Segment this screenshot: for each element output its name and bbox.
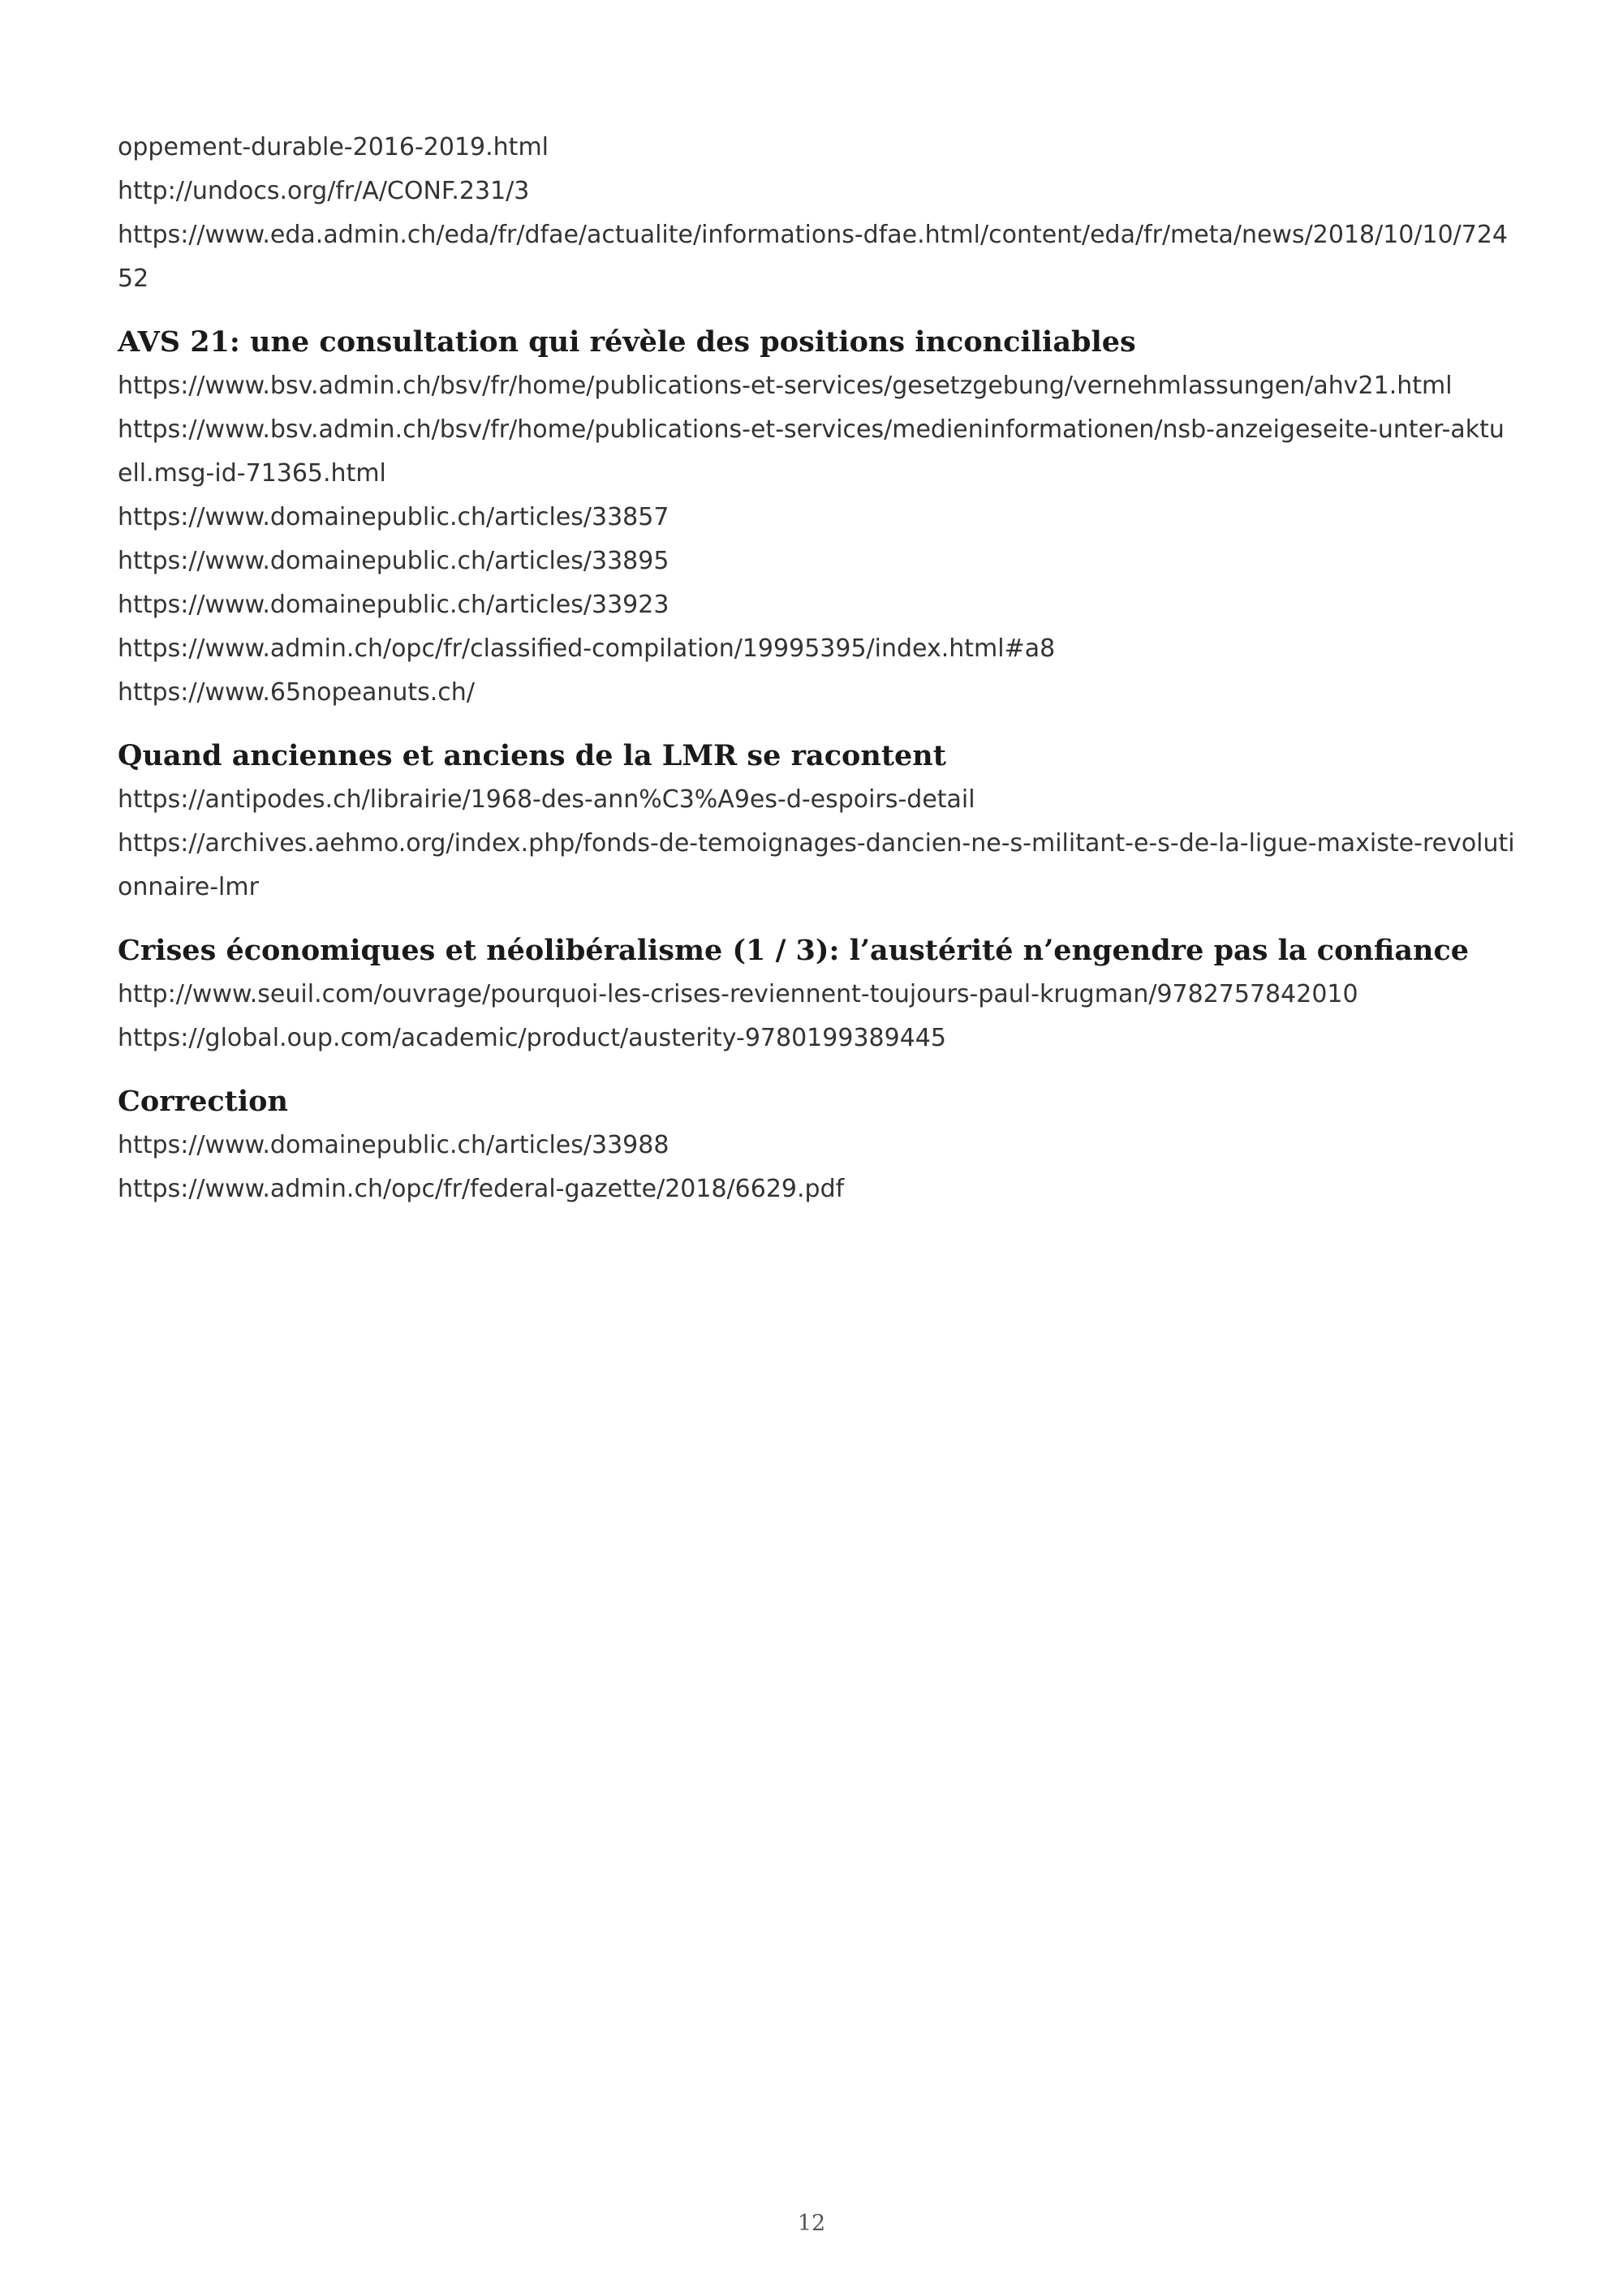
continued-links-block bbox=[118, 126, 1518, 301]
section-heading: Quand anciennes et anciens de la LMR se racontent bbox=[118, 739, 946, 772]
section-heading: Crises économiques et néolibéralisme (1 / 3): l’austérité n’engendre pas la confiance bbox=[118, 934, 1470, 967]
link-line[interactable]: https://www.eda.admin.ch/eda/fr/dfae/actualite/informations-dfae.html/content/eda/fr/meta/news/2018/10/10/72452 bbox=[118, 221, 1509, 293]
link-line[interactable]: https://www.bsv.admin.ch/bsv/fr/home/publications-et-services/gesetzgebung/vernehmlassungen/ahv21.html bbox=[118, 372, 1453, 400]
link-line[interactable]: https://www.domainepublic.ch/articles/33895 bbox=[118, 547, 669, 575]
link-line[interactable]: https://www.65nopeanuts.ch/ bbox=[118, 678, 475, 707]
link-line[interactable]: https://global.oup.com/academic/product/austerity-9780199389445 bbox=[118, 1024, 946, 1052]
section-correction bbox=[118, 1080, 1518, 1211]
page-content bbox=[118, 126, 1518, 1211]
section-crises bbox=[118, 929, 1518, 1060]
link-line[interactable]: https://antipodes.ch/librairie/1968-des-ann%C3%A9es-d-espoirs-detail bbox=[118, 785, 975, 814]
link-line[interactable]: https://www.domainepublic.ch/articles/33857 bbox=[118, 503, 669, 531]
link-line[interactable]: https://www.domainepublic.ch/articles/33923 bbox=[118, 591, 669, 619]
section-avs21 bbox=[118, 320, 1518, 715]
page-number: 12 bbox=[797, 2211, 826, 2236]
section-lmr bbox=[118, 734, 1518, 909]
link-line[interactable]: https://www.domainepublic.ch/articles/33988 bbox=[118, 1131, 669, 1159]
section-heading: AVS 21: une consultation qui révèle des positions inconciliables bbox=[118, 325, 1136, 359]
link-line[interactable]: https://www.admin.ch/opc/fr/classified-compilation/19995395/index.html#a8 bbox=[118, 634, 1056, 663]
link-line[interactable]: https://www.bsv.admin.ch/bsv/fr/home/publications-et-services/medieninformationen/nsb-anzeigeseite-unter-aktuell.msg-id-71365.html bbox=[118, 415, 1505, 488]
link-line[interactable]: http://undocs.org/fr/A/CONF.231/3 bbox=[118, 177, 530, 205]
link-line[interactable]: https://www.admin.ch/opc/fr/federal-gazette/2018/6629.pdf bbox=[118, 1175, 845, 1203]
link-line[interactable]: http://www.seuil.com/ouvrage/pourquoi-les-crises-reviennent-toujours-paul-krugman/9782757842010 bbox=[118, 980, 1358, 1008]
link-line[interactable]: oppement-durable-2016-2019.html bbox=[118, 133, 549, 161]
link-line[interactable]: https://archives.aehmo.org/index.php/fonds-de-temoignages-dancien-ne-s-militant-e-s-de-la-ligue-maxiste-revolutionnaire-lmr bbox=[118, 829, 1515, 901]
section-heading: Correction bbox=[118, 1085, 288, 1118]
